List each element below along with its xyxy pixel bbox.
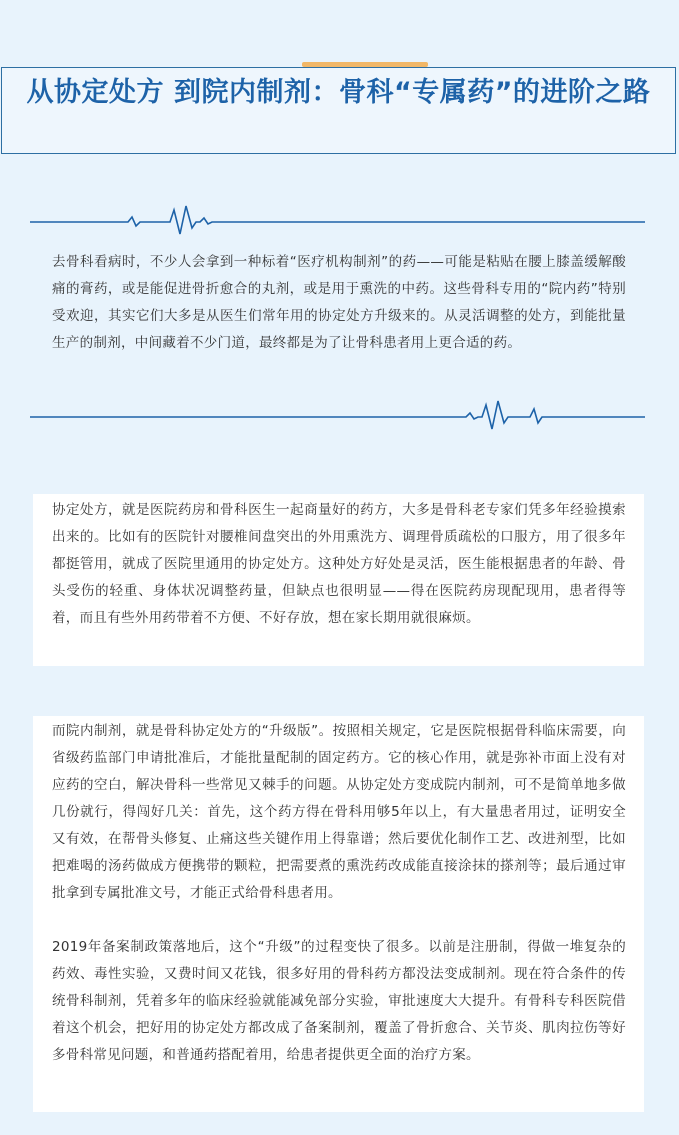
pulse-divider-top [30,202,645,242]
content-card-2 [33,716,644,1112]
title-box [1,67,676,154]
section-1-paragraph: 协定处方，就是医院药房和骨科医生一起商量好的药方，大多是骨科老专家们凭多年经验摸索出来的。比如有的医院针对腰椎间盘突出的外用熏洗方、调理骨质疏松的口服方，用了很多年都挺管用，就成了医院里通用的协定处方。这种处方好处是灵活，医生能根据患者的年龄、骨头受伤的轻重、身体状况调整药量，但缺点也很明显——得在医院药房现配现用，患者得等着，而且有些外用药带着不方便、不好存放，想在家长期用就很麻烦。 [52,502,626,626]
pulse-divider-bottom [30,397,645,437]
section-2-paragraph-1: 而院内制剂，就是骨科协定处方的“升级版”。按照相关规定，它是医院根据骨科临床需要，向省级药监部门申请批准后，才能批量配制的固定药方。它的核心作用，就是弥补市面上没有对应药的空白，解决骨科一些常见又棘手的问题。从协定处方变成院内制剂，可不是简单地多做几份就行，得闯好几关：首先，这个药方得在骨科用够5年以上，有大量患者用过，证明安全又有效，在帮骨头修复、止痛这些关键作用上得靠谱；然后要优化制作工艺、改进剂型，比如把难喝的汤药做成方便携带的颗粒，把需要煮的熏洗药改成能直接涂抹的搽剂等；最后通过审批拿到专属批准文号，才能正式给骨科患者用。 [52,723,626,901]
section-2-paragraph-2: 2019年备案制政策落地后，这个“升级”的过程变快了很多。以前是注册制，得做一堆复杂的药效、毒性实验，又费时间又花钱，很多好用的骨科药方都没法变成制剂。现在符合条件的传统骨科制剂，凭着多年的临床经验就能减免部分实验，审批速度大大提升。有骨科专科医院借着这个机会，把好用的协定处方都改成了备案制剂，覆盖了骨折愈合、关节炎、肌肉拉伤等好多骨科常见问题，和普通药搭配着用，给患者提供更全面的治疗方案。 [52,939,626,1063]
page-title: 从协定处方 到院内制剂：骨科“专属药”的进阶之路 [26,77,651,108]
content-card-1 [33,494,644,666]
intro-paragraph: 去骨科看病时，不少人会拿到一种标着“医疗机构制剂”的药——可能是粘贴在腰上膝盖缓解酸痛的膏药，或是能促进骨折愈合的丸剂，或是用于熏洗的中药。这些骨科专用的“院内药”特别受欢迎，其实它们大多是从医生们常年用的协定处方升级来的。从灵活调整的处方，到能批量生产的制剂，中间藏着不少门道，最终都是为了让骨科患者用上更合适的药。 [52,254,626,351]
